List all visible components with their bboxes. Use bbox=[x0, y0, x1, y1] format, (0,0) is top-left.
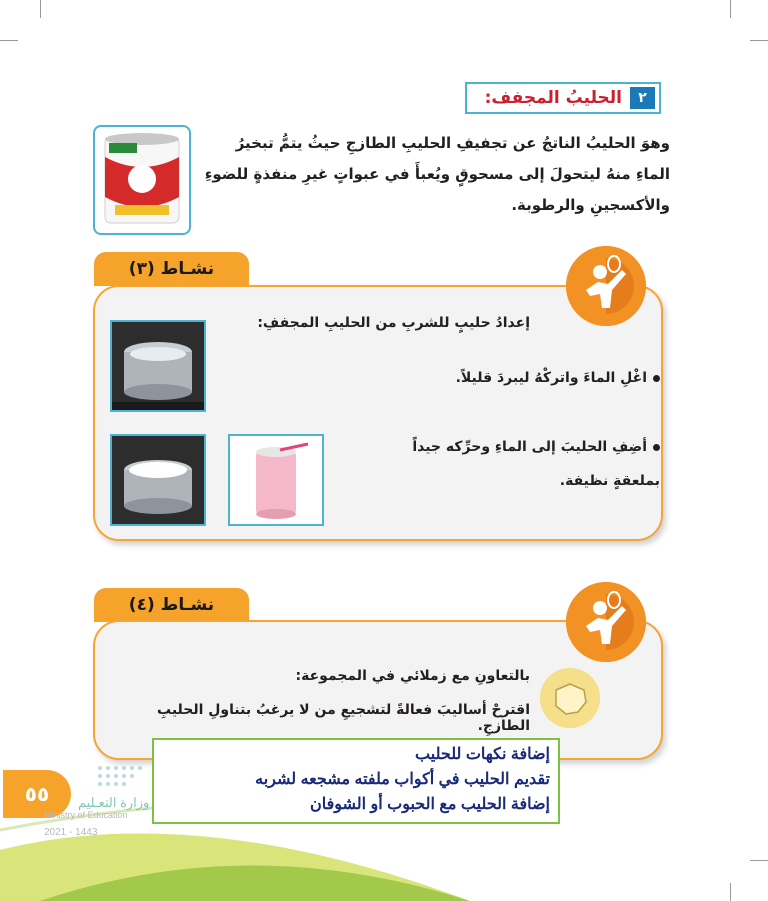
activity4-line2: اقترحْ أساليبَ فعالةً لتشجيعِ من لا يرغبُ بتناولِ الحليبِ الطازجِ. bbox=[157, 702, 530, 734]
milk-can-image bbox=[93, 125, 191, 235]
ministry-english-text: Ministry of Education bbox=[44, 810, 128, 820]
crop-mark bbox=[40, 0, 41, 18]
answer-note-box bbox=[152, 738, 560, 824]
crop-mark bbox=[0, 40, 18, 41]
activity3-step1 bbox=[300, 370, 660, 386]
note-line: إضافة الحليب مع الحبوب أو الشوفان bbox=[309, 796, 550, 813]
activity-badge-icon bbox=[566, 582, 646, 662]
activity3-tab: نشـاط (٣) bbox=[94, 252, 249, 286]
activity4-line1: بالتعاونِ مع زملائي في المجموعة: bbox=[295, 668, 530, 684]
activity-badge-icon bbox=[566, 246, 646, 326]
section-heading bbox=[465, 82, 661, 114]
section-number: ٢ bbox=[630, 87, 655, 109]
bullet-icon bbox=[653, 444, 660, 451]
ministry-logo-text: وزارة التعـليم bbox=[78, 795, 150, 810]
bullet-icon bbox=[653, 375, 660, 382]
milk-tin-photo bbox=[228, 434, 324, 526]
milk-can-icon bbox=[95, 127, 189, 233]
saudi-map-icon bbox=[540, 668, 600, 728]
activity4-tab: نشـاط (٤) bbox=[94, 588, 249, 622]
milk-pot-photo bbox=[110, 434, 206, 526]
boiling-pot-photo bbox=[110, 320, 206, 412]
crop-mark bbox=[730, 0, 731, 18]
intro-paragraph: وهوَ الحليبُ الناتجُ عن تجفيفِ الحليبِ الطازجِ حيثُ يتمُّ تبخيرُ الماءِ منهُ ليتحولَ إلى مسحوقٍ ويُعبأَ في عبواتٍ غيرِ منفذةٍ للضوءِ والأكسجينِ والرطوبة. bbox=[204, 134, 670, 214]
activity3-instruction: إعدادُ حليبٍ للشربِ من الحليبِ المجففِ: bbox=[257, 315, 530, 331]
activity3-step2 bbox=[400, 430, 660, 498]
note-line: إضافة نكهات للحليب bbox=[415, 746, 550, 763]
note-line: تقديم الحليب في أكواب ملفته مشجعه لشربه bbox=[255, 771, 550, 788]
step2-text: أضِفِ الحليبَ إلى الماءِ وحرِّكه جيداً بملعقةٍ نظيفة. bbox=[412, 439, 660, 489]
crop-mark bbox=[750, 40, 768, 41]
edition-year: 2021 - 1443 bbox=[44, 827, 98, 838]
section-title: الحليبُ المجفف: bbox=[484, 88, 622, 108]
step1-text: اغْلِ الماءَ واتركْهُ ليبردَ قليلاً. bbox=[455, 370, 647, 386]
page-number: ٥٥ bbox=[3, 770, 71, 818]
